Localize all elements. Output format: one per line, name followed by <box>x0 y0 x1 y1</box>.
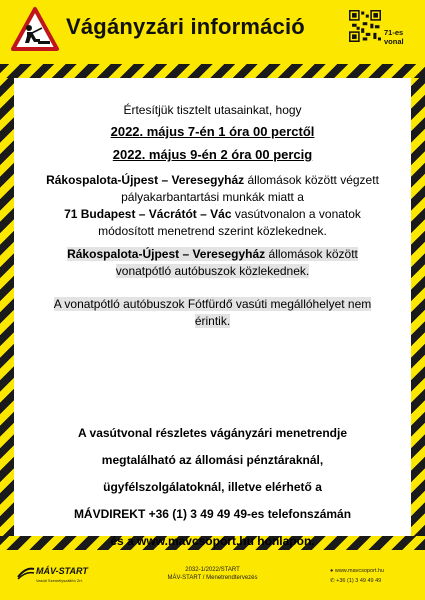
section-name: Rákospalota-Újpest – Veresegyház <box>67 247 266 261</box>
paragraph-works: Rákospalota-Újpest – Veresegyház állomások között végzett pályakarbantartási munkák miatt a 71 Budapest – Vácrátót – Vác vasútvonalon a vonatok módosított menetrend szerint közlekednek. <box>46 173 379 238</box>
hazard-stripe-left <box>0 78 14 536</box>
company-name: Vasúti Személyszállító Zrt. <box>36 578 83 583</box>
globe-icon: ● <box>330 568 334 574</box>
railway-line-name: 71 Budapest – Vácrátót – Vác <box>64 207 232 221</box>
line-number-label: 71-es vonal <box>384 28 404 46</box>
section-name: Rákospalota-Újpest – Veresegyház <box>46 173 245 187</box>
phone-link[interactable]: ✆ +36 (1) 3 49 49 49 <box>330 578 382 584</box>
hazard-stripe-right <box>411 78 425 536</box>
hazard-stripe-top <box>0 64 425 78</box>
mav-start-logo: MÁV-START <box>36 566 88 576</box>
roadwork-warning-icon <box>10 6 60 52</box>
document-id: 2032-1/2022/START MÁV-START / Menetrendtervezés <box>167 567 258 581</box>
notice-content <box>14 78 411 548</box>
phone-icon: ✆ <box>330 578 335 584</box>
website-link[interactable]: ● www.mavcsoport.hu <box>330 568 385 574</box>
date-to: 2022. május 9-én 2 óra 00 percig <box>112 147 313 162</box>
qr-code-icon[interactable] <box>349 10 381 42</box>
date-from: 2022. május 7-én 1 óra 00 perctől <box>110 124 315 139</box>
mav-start-logo-icon <box>16 565 36 581</box>
paragraph-replacement-bus: Rákospalota-Újpest – Veresegyház állomások között vonatpótló autóbuszok közlekednek. <box>67 247 358 278</box>
paragraph-fotfurdo: A vonatpótló autóbuszok Fótfürdő vasúti megállóhelyet nem érintik. <box>53 297 372 328</box>
page-title: Vágányzári információ <box>66 14 305 39</box>
intro-text: Értesítjük tisztelt utasainkat, hogy <box>123 103 302 117</box>
contact-info <box>330 566 384 586</box>
timetable-info: A vasútvonal részletes vágányzári menetrendje megtalálható az állomási pénztáraknál, ügyfélszolgálatoknál, illetve elérhető a MÁVDIREKT +36 (1) 3 49 49 49-es telefonszámán és a www.mavcsoport.hu honlapon. <box>73 426 352 548</box>
